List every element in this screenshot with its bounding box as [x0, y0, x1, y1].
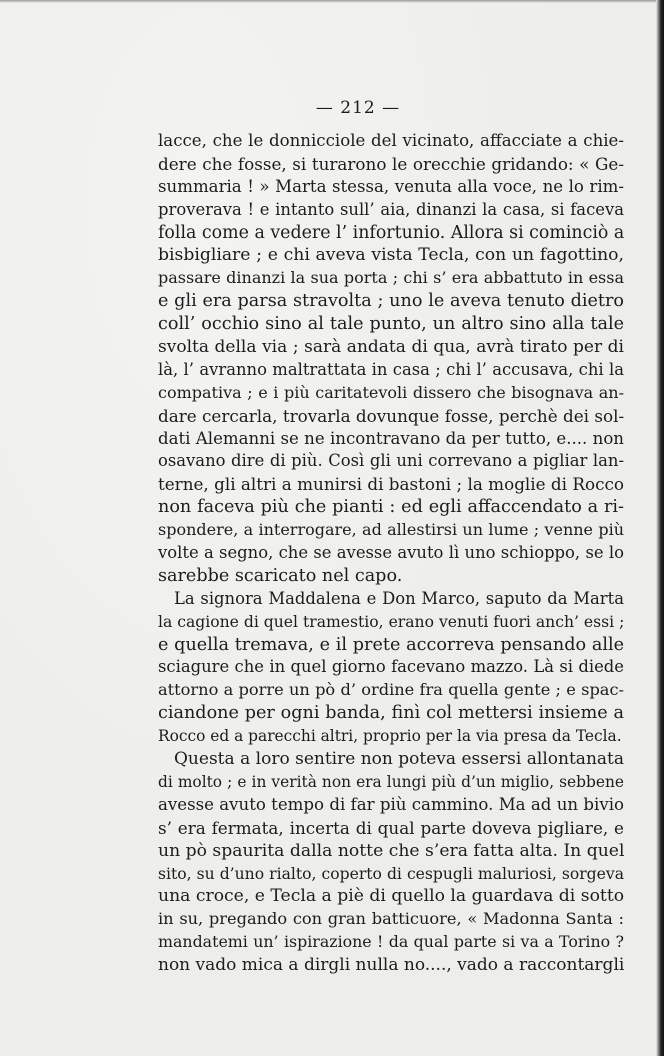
text-line: terne, gli altri a munirsi di bastoni ; la moglie di Rocco: [158, 474, 625, 495]
text-line: dati Alemanni se ne incontravano da per tutto, e.... non: [158, 428, 624, 448]
text-line: in su, pregando con gran batticuore, « Madonna Santa :: [158, 909, 624, 929]
body-text: [158, 130, 624, 977]
text-line: la cagione di quel tramestio, erano venuti fuori anch’ essi ;: [158, 612, 625, 631]
text-line: non faceva più che pianti : ed egli affaccendato a ri-: [158, 497, 624, 518]
text-line: dere che fosse, si turarono le orecchie gridando: « Ge-: [158, 153, 624, 174]
text-line: una croce, e Tecla a piè di quello la guardava di sotto: [158, 886, 625, 907]
text-line: non vado mica a dirgli nulla no...., vado a raccontargli: [158, 955, 625, 976]
text-line: un pò spaurita dalla notte che s’era fatta alta. In quel: [158, 840, 625, 861]
page-number: — 212 —: [315, 98, 401, 118]
text-line: e gli era parsa stravolta ; uno le aveva tenuto dietro: [158, 291, 624, 312]
text-line: attorno a porre un pò d’ ordine fra quella gente ; e spac-: [158, 680, 624, 700]
text-line: volte a segno, che se avesse avuto lì uno schioppo, se lo: [158, 543, 624, 563]
page-top-edge: [0, 0, 664, 3]
text-line: proverava ! e intanto sull’ aia, dinanzi la casa, si faceva: [158, 199, 624, 219]
text-line-paragraph-start: Questa a loro sentire non poteva essersi allontanata: [174, 749, 624, 770]
text-line: compativa ; e i più caritatevoli dissero che bisognava an-: [158, 382, 624, 402]
text-line: coll’ occhio sino al tale punto, un altro sino alla tale: [158, 314, 624, 335]
text-line: mandatemi un’ ispirazione ! da qual parte si va a Torino ?: [158, 932, 624, 952]
text-line: bisbigliare ; e chi aveva vista Tecla, con un fagottino,: [158, 245, 624, 266]
text-line: spondere, a interrogare, ad allestirsi un lume ; venne più: [158, 520, 624, 540]
text-line: ciandone per ogni banda, finì col mettersi insieme a: [158, 703, 624, 724]
text-line: lacce, che le donnicciole del vicinato, affacciate a chie-: [158, 131, 624, 150]
text-line: sciagure che in quel giorno facevano mazzo. Là si diede: [158, 657, 624, 677]
text-line: summaria ! » Marta stessa, venuta alla voce, ne lo rim-: [158, 176, 624, 196]
text-line: là, l’ avranno maltrattata in casa ; chi l’ accusava, chi la: [158, 359, 624, 379]
text-line: dare cercarla, trovarla dovunque fosse, perchè dei sol-: [158, 405, 625, 426]
text-line: sito, su d’uno rialto, coperto di cespugli maluriosi, sorgeva: [158, 864, 624, 883]
text-line: di molto ; e in verità non era lungi più d’un miglio, sebbene: [158, 772, 624, 791]
text-line-paragraph-end: sarebbe scaricato nel capo.: [158, 565, 403, 586]
text-line: s’ era fermata, incerta di qual parte doveva pigliare, e: [158, 817, 624, 838]
text-line: osavano dire di più. Così gli uni correvano a pigliar lan-: [158, 451, 624, 471]
page-binding-shadow: [656, 0, 664, 1056]
text-line-paragraph-start: La signora Maddalena e Don Marco, saputo da Marta: [174, 588, 624, 608]
text-line: e quella tremava, e il prete accorreva pensando alle: [158, 634, 624, 655]
text-line: passare dinanzi la sua porta ; chi s’ era abbattuto in essa: [158, 268, 624, 288]
text-line: avesse avuto tempo di far più cammino. Ma ad un bivio: [158, 794, 624, 814]
text-line-paragraph-end: Rocco ed a parecchi altri, proprio per la via presa da Tecla.: [158, 727, 622, 746]
text-line: folla come a vedere l’ infortunio. Allora si cominciò a: [158, 222, 625, 243]
text-line: svolta della via ; sarà andata di qua, avrà tirato per di: [158, 337, 624, 358]
